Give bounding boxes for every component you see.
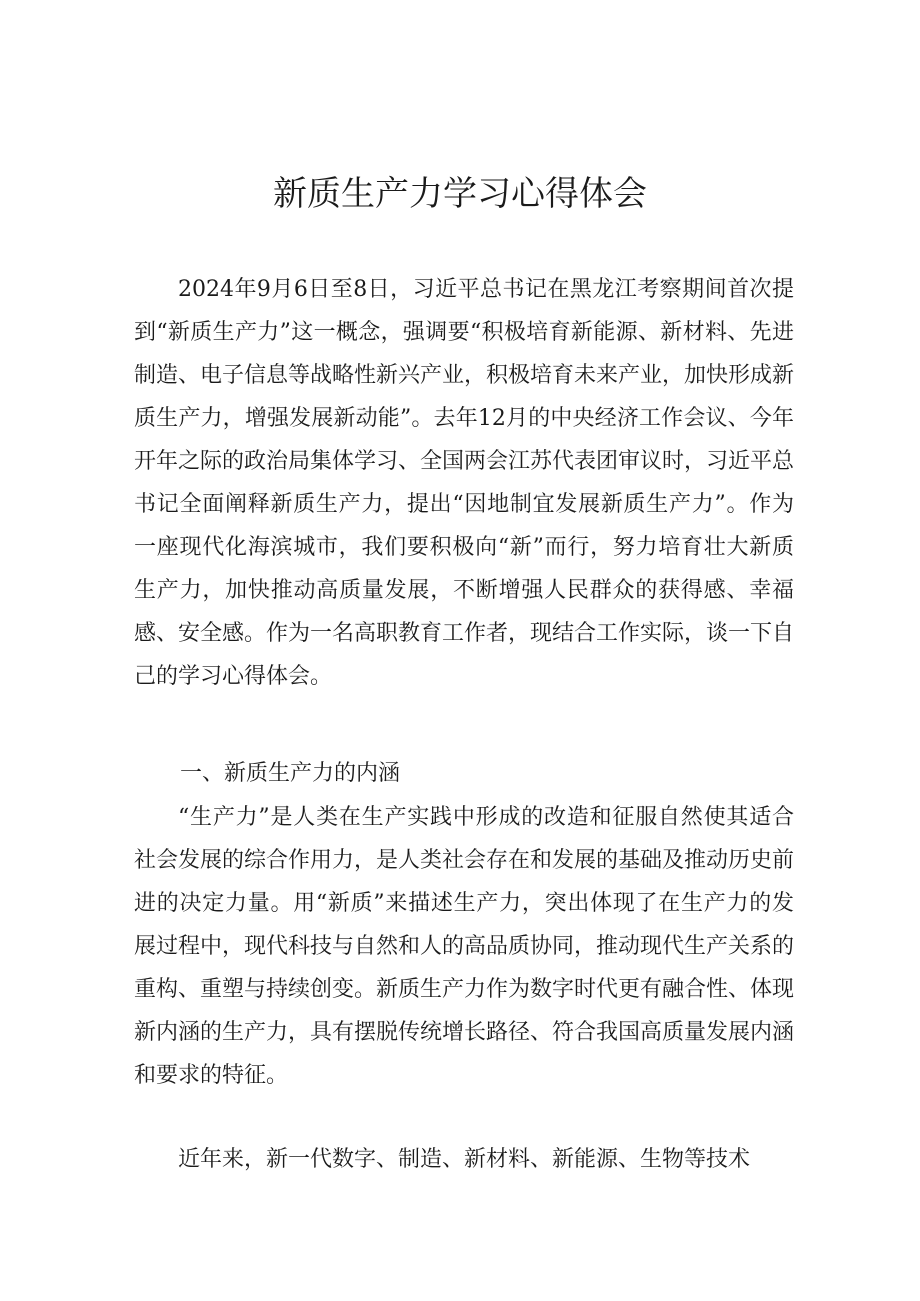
paragraph-intro: 2024年9月6日至8日，习近平总书记在黑龙江考察期间首次提到“新质生产力”这一概念，强调要“积极培育新能源、新材料、先进制造、电子信息等战略性新兴产业，积极培育未来产业，加快形成新质生产力，增强发展新动能”。去年12月的中央经济工作会议、今年开年之际的政治局集体学习、全国两会江苏代表团审议时，习近平总书记全面阐释新质生产力，提出“因地制宜发展新质生产力”。作为一座现代化海滨城市，我们要积极向“新”而行，努力培育壮大新质生产力，加快推动高质量发展，不断增强人民群众的获得感、幸福感、安全感。作为一名高职教育工作者，现结合工作实际，谈一下自己的学习心得体会。 xyxy=(134,277,795,689)
paragraph-recent-years: 近年来，新一代数字、制造、新材料、新能源、生物等技术 xyxy=(178,1147,751,1172)
paragraph-connotation: “生产力”是人类在生产实践中形成的改造和征服自然使其适合社会发展的综合作用力，是人类社会存在和发展的基础及推动历史前进的决定力量。用“新质”来描述生产力，突出体现了在生产力的发展过程中，现代科技与自然和人的高品质协同，推动现代生产关系的重构、重塑与持续创变。新质生产力作为数字时代更有融合性、体现新内涵的生产力，具有摆脱传统增长路径、符合我国高质量发展内涵和要求的特征。 xyxy=(134,805,795,1088)
section-heading-1: 一、新质生产力的内涵 xyxy=(180,761,401,786)
document-title: 新质生产力学习心得体会 xyxy=(273,174,647,214)
